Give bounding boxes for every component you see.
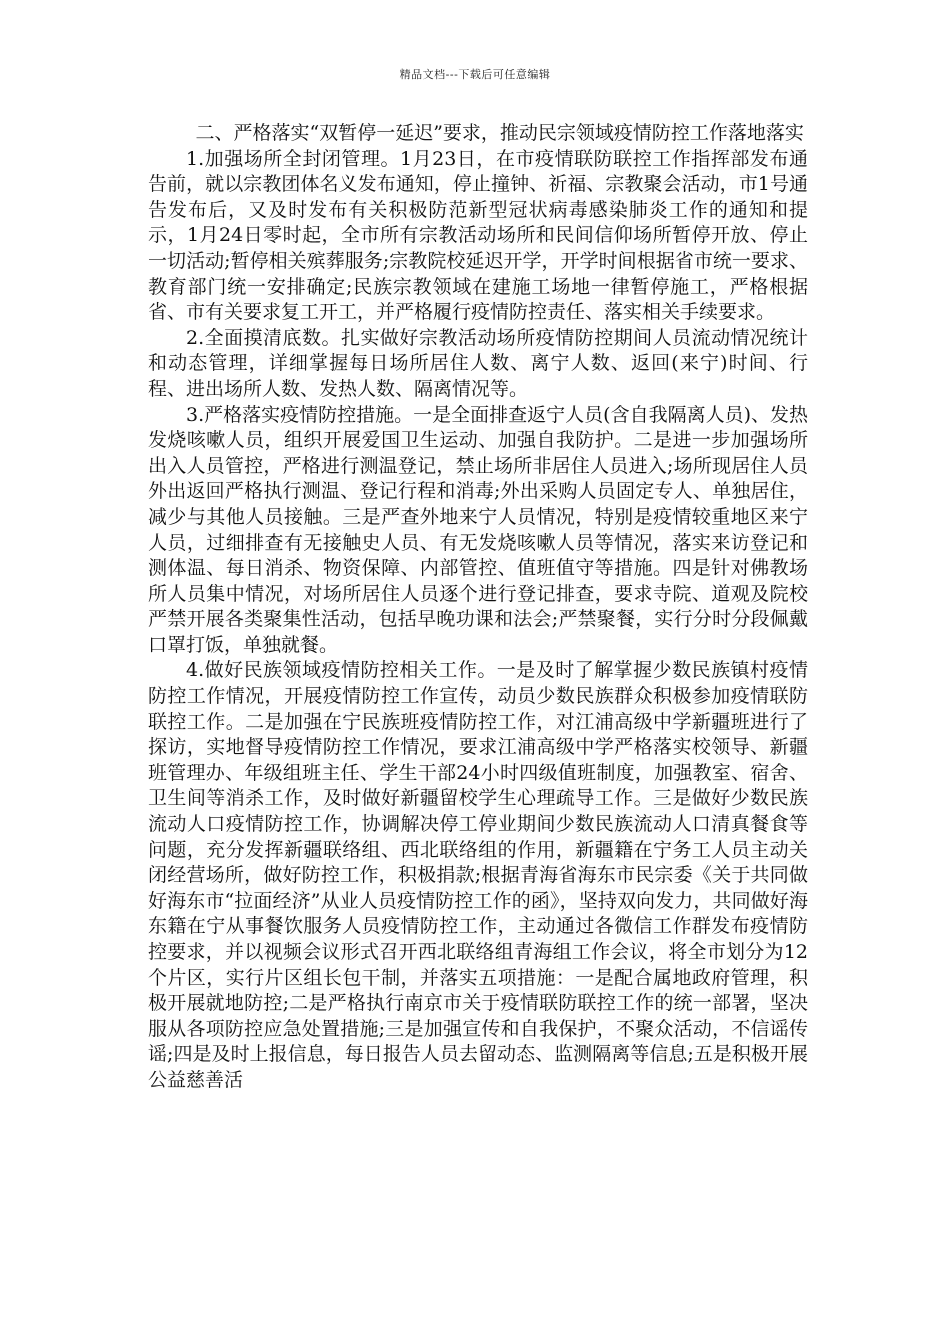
document-body bbox=[148, 121, 808, 1094]
paragraph-4: 4.做好民族领域疫情防控相关工作。一是及时了解掌握少数民族镇村疫情防控工作情况，开展疫情防控工作宣传，动员少数民族群众积极参加疫情联防联控工作。二是加强在宁民族班疫情防控工作，对江浦高级中学新疆班进行了探访，实地督导疫情防控工作情况，要求江浦高级中学严格落实校领导、新疆班管理办、年级组班主任、学生干部24小时四级值班制度，加强教室、宿舍、卫生间等消杀工作，及时做好新疆留校学生心理疏导工作。三是做好少数民族流动人口疫情防控工作，协调解决停工停业期间少数民族流动人口清真餐食等问题，充分发挥新疆联络组、西北联络组的作用，新疆籍在宁务工人员主动关闭经营场所，做好防控工作，积极捐款;根据青海省海东市民宗委《关于共同做好海东市“拉面经济”从业人员疫情防控工作的函》，坚持双向发力，共同做好海东籍在宁从事餐饮服务人员疫情防控工作，主动通过各微信工作群发布疫情防控要求，并以视频会议形式召开西北联络组青海组工作会议，将全市划分为12个片区，实行片区组长包干制，并落实五项措施：一是配合属地政府管理，积极开展就地防控;二是严格执行南京市关于疫情联防联控工作的统一部署，坚决服从各项防控应急处置措施;三是加强宣传和自我保护，不聚众活动，不信谣传谣;四是及时上报信息，每日报告人员去留动态、监测隔离等信息;五是积极开展公益慈善活 bbox=[148, 659, 808, 1091]
page-header: 精品文档---下载后可任意编辑 bbox=[399, 68, 551, 81]
paragraph-1: 1.加强场所全封闭管理。1月23日，在市疫情联防联控工作指挥部发布通告前，就以宗教团体名义发布通知，停止撞钟、祈福、宗教聚会活动，市1号通告发布后，又及时发布有关积极防范新型冠状病毒感染肺炎工作的通知和提示，1月24日零时起，全市所有宗教活动场所和民间信仰场所暂停开放、停止一切活动;暂停相关殡葬服务;宗教院校延迟开学，开学时间根据省市统一要求、教育部门统一安排确定;民族宗教领域在建施工场地一律暂停施工，严格根据省、市有关要求复工开工，并严格履行疫情防控责任、落实相关手续要求。 bbox=[148, 147, 808, 324]
paragraph-3: 3.严格落实疫情防控措施。一是全面排查返宁人员(含自我隔离人员)、发热发烧咳嗽人员，组织开展爱国卫生运动、加强自我防护。二是进一步加强场所出入人员管控，严格进行测温登记，禁止场所非居住人员进入;场所现居住人员外出返回严格执行测温、登记行程和消毒;外出采购人员固定专人、单独居住，减少与其他人员接触。三是严查外地来宁人员情况，特别是疫情较重地区来宁人员，过细排查有无接触史人员、有无发烧咳嗽人员等情况，落实来访登记和测体温、每日消杀、物资保障、内部管控、值班值守等措施。四是针对佛教场所人员集中情况，对场所居住人员逐个进行登记排查，要求寺院、道观及院校严禁开展各类聚集性活动，包括早晚功课和法会;严禁聚餐，实行分时分段佩戴口罩打饭，单独就餐。 bbox=[148, 403, 808, 656]
section-heading: 二、严格落实“双暂停一延迟”要求，推动民宗领域疫情防控工作落地落实 bbox=[195, 122, 804, 144]
paragraph-2: 2.全面摸清底数。扎实做好宗教活动场所疫情防控期间人员流动情况统计和动态管理，详细掌握每日场所居住人数、离宁人数、返回(来宁)时间、行程、进出场所人数、发热人数、隔离情况等。 bbox=[148, 326, 808, 400]
